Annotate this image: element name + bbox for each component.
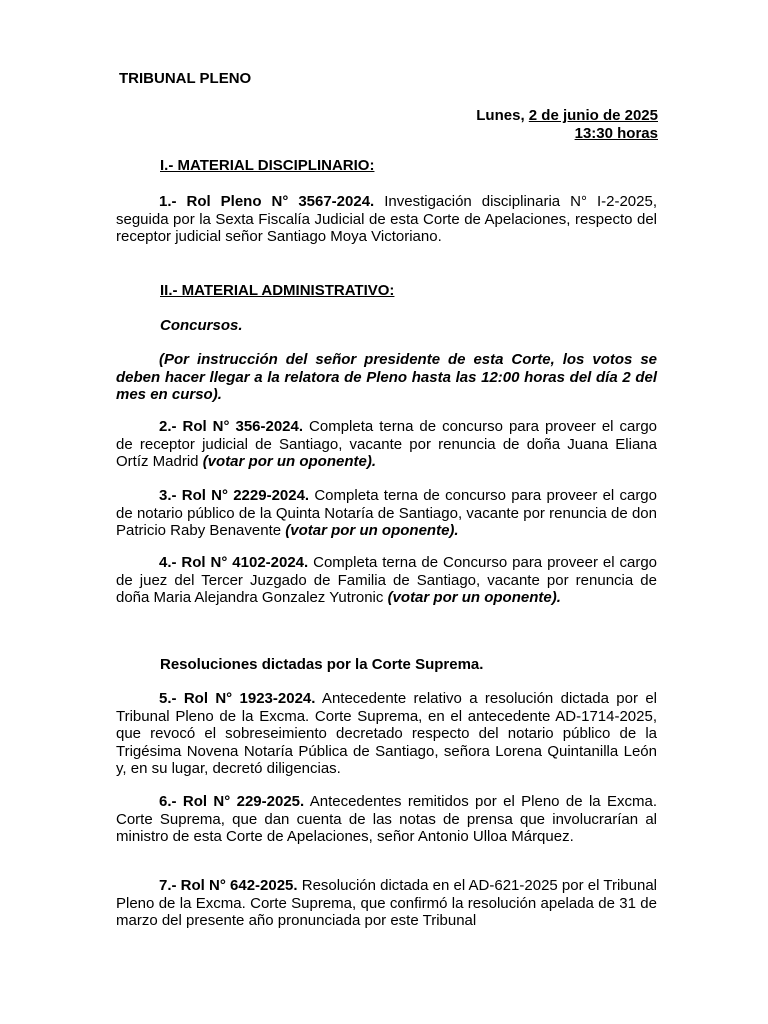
agenda-item-5	[116, 690, 657, 778]
agenda-item-3	[116, 487, 657, 540]
item-4-text: Completa terna de Concurso para proveer el cargo de juez del Tercer Juzgado de Familia de Santiago, vacante por renuncia de doña Maria Alejandra Gonzalez Yutronic	[116, 554, 658, 606]
section-heading-disciplinary: I.- MATERIAL DISCIPLINARIO:	[160, 157, 375, 174]
session-date	[476, 107, 658, 142]
item-6-text: Antecedentes remitidos por el Pleno de la Excma. Corte Suprema, que dan cuenta de las notas de prensa que involucrarían al ministro de esta Corte de Apelaciones, señor Antonio Ulloa Márquez.	[116, 793, 658, 845]
item-5-ref: 5.- Rol N° 1923-2024.	[159, 690, 316, 707]
item-4-ref: 4.- Rol N° 4102-2024.	[159, 554, 309, 571]
agenda-item-1	[116, 193, 657, 246]
item-1-text: Investigación disciplinaria N° I-2-2025, seguida por la Sexta Fiscalía Judicial de esta Corte de Apelaciones, respecto del receptor judicial señor Santiago Moya Victoriano.	[116, 193, 657, 245]
agenda-item-6	[116, 793, 657, 846]
agenda-item-2	[116, 418, 657, 471]
date-day: Lunes,	[476, 107, 525, 124]
subheading-corte-suprema: Resoluciones dictadas por la Corte Suprema.	[160, 656, 484, 673]
agenda-item-4	[116, 554, 657, 607]
item-6-ref: 6.- Rol N° 229-2025.	[159, 793, 305, 810]
session-time: 13:30 horas	[574, 124, 658, 142]
date-value: 2 de junio de 2025	[528, 107, 658, 124]
section-heading-administrative: II.- MATERIAL ADMINISTRATIVO:	[160, 282, 395, 299]
item-4-note: (votar por un oponente).	[387, 589, 561, 606]
item-2-text: Completa terna de concurso para proveer el cargo de receptor judicial de Santiago, vacante por renuncia de doña Juana Eliana Ortíz Madrid	[116, 418, 658, 470]
item-1-ref: 1.- Rol Pleno N° 3567-2024.	[159, 193, 375, 210]
item-5-text: Antecedente relativo a resolución dictada por el Tribunal Pleno de la Excma. Corte Suprema, en el antecedente AD-1714-2025, que revocó el sobreseimiento decretado respecto del notario público de la Trigésima Novena Notaría Pública de Santiago, señora Lorena Quintanilla León y, en su lugar, decretó diligencias.	[116, 690, 657, 777]
item-2-ref: 2.- Rol N° 356-2024.	[159, 418, 304, 435]
item-3-text: Completa terna de concurso para proveer el cargo de notario público de la Quinta Notaría de Santiago, vacante por renuncia de don Patricio Raby Benavente	[116, 487, 657, 539]
voting-instruction: (Por instrucción del señor presidente de esta Corte, los votos se deben hacer llegar a la relatora de Pleno hasta las 12:00 horas del día 2 del mes en curso).	[116, 351, 657, 403]
item-7-ref: 7.- Rol N° 642-2025.	[159, 877, 298, 894]
item-3-ref: 3.- Rol N° 2229-2024.	[159, 487, 310, 504]
document-title: TRIBUNAL PLENO	[119, 70, 252, 87]
item-3-note: (votar por un oponente).	[285, 522, 459, 539]
agenda-item-7	[116, 877, 657, 930]
item-7-text: Resolución dictada en el AD-621-2025 por el Tribunal Pleno de la Excma. Corte Suprema, que confirmó la resolución apelada de 31 de marzo del presente año pronunciada por este Tribunal	[116, 877, 657, 929]
item-2-note: (votar por un oponente).	[202, 453, 377, 470]
subheading-concursos: Concursos.	[160, 317, 243, 334]
